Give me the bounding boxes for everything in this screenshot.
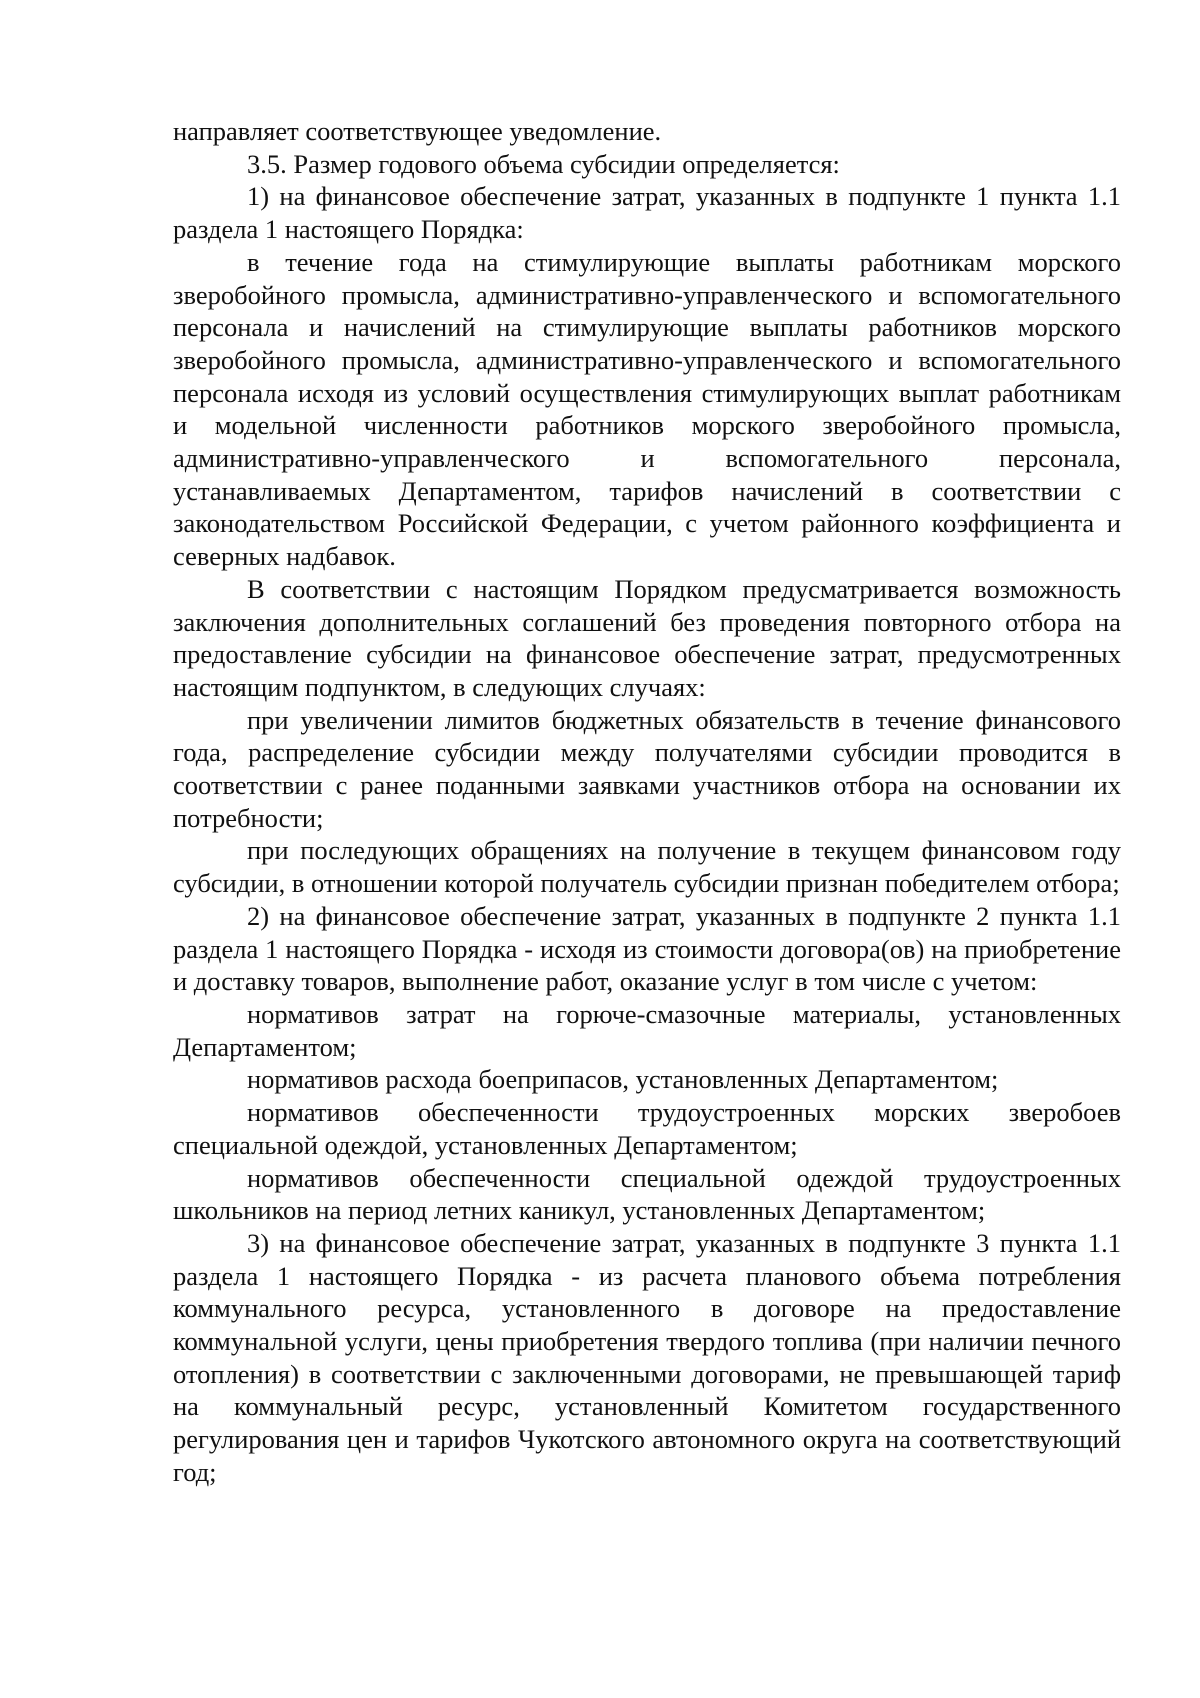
paragraph-subsequent-requests: при последующих обращениях на получение в текущем финансовом году субсидии, в отношении которой получатель субсидии признан победителем отбора;	[173, 835, 1121, 899]
paragraph-fuel-norms: нормативов затрат на горюче-смазочные материалы, установленных Департаментом;	[173, 998, 1121, 1062]
paragraph-subitem-3: 3) на финансовое обеспечение затрат, указанных в подпункте 3 пункта 1.1 раздела 1 настоящего Порядка - из расчета планового объема потребления коммунального ресурса, установленного в договоре на предоставление коммунальной услуги, цены приобретения твердого топлива (при наличии печного отопления) в соответствии с заключенными договорами, не превышающей тариф на коммунальный ресурс, установленный Комитетом государственного регулирования цен и тарифов Чукотского автономного округа на соответствующий год;	[173, 1227, 1121, 1487]
paragraph-limits-increase: при увеличении лимитов бюджетных обязательств в течение финансового года, распределение субсидии между получателями субсидии проводится в соответствии с ранее поданными заявками участников отбора на основании их потребности;	[173, 704, 1121, 833]
paragraph-additional-agreements: В соответствии с настоящим Порядком предусматривается возможность заключения дополнительных соглашений без проведения повторного отбора на предоставление субсидии на финансовое обеспечение затрат, предусмотренных настоящим подпунктом, в следующих случаях:	[173, 573, 1121, 702]
paragraph-ammo-norms: нормативов расхода боеприпасов, установленных Департаментом;	[247, 1064, 999, 1095]
paragraph-hunters-clothing-norms: нормативов обеспеченности трудоустроенных морских зверобоев специальной одеждой, установленных Департаментом;	[173, 1097, 1121, 1160]
paragraph-subitem-2: 2) на финансовое обеспечение затрат, указанных в подпункте 2 пункта 1.1 раздела 1 настоящего Порядка - исходя из стоимости договора(ов) на приобретение и доставку товаров, выполнение работ, оказание услуг в том числе с учетом:	[173, 900, 1121, 997]
paragraph-3-5-heading: 3.5. Размер годового объема субсидии определяется:	[247, 148, 840, 179]
paragraph-stimulating-payments: в течение года на стимулирующие выплаты работникам морского зверобойного промысла, административно-управленческого и вспомогательного персонала и начислений на стимулирующие выплаты работников морского зверобойного промысла, административно-управленческого и вспомогательного персонала исходя из условий осуществления стимулирующих выплат работникам и модельной численности работников морского зверобойного промысла, административно-управленческого и вспомогательного персонала, устанавливаемых Департаментом, тарифов начислений в соответствии с законодательством Российской Федерации, с учетом районного коэффициента и северных надбавок.	[173, 246, 1121, 572]
document-page	[173, 115, 1121, 1489]
paragraph-continuation: направляет соответствующее уведомление.	[173, 116, 662, 146]
paragraph-schoolchildren-clothing-norms: нормативов обеспеченности специальной одеждой трудоустроенных школьников на период летних каникул, установленных Департаментом;	[173, 1162, 1121, 1226]
paragraph-subitem-1: 1) на финансовое обеспечение затрат, указанных в подпункте 1 пункта 1.1 раздела 1 настоящего Порядка:	[173, 181, 1121, 245]
